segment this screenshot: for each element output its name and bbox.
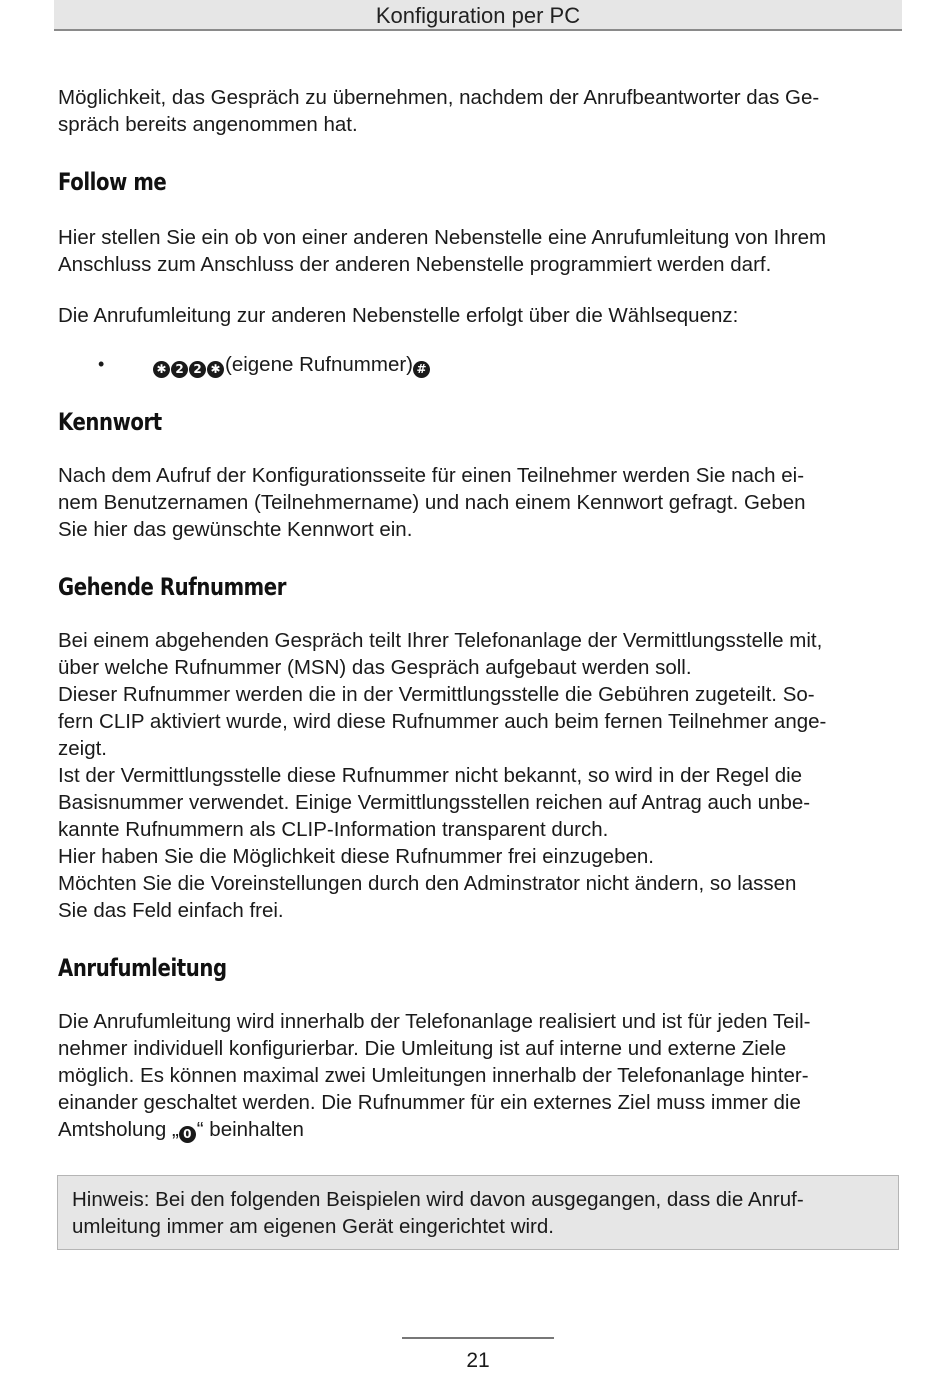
dial-sequence bbox=[153, 351, 431, 378]
star-key-icon: ✱ bbox=[207, 361, 224, 378]
text-line: fern CLIP aktiviert wurde, wird diese Rufnummer auch beim fernen Teilnehmer ange- bbox=[58, 710, 827, 733]
intro-paragraph bbox=[58, 84, 894, 138]
hash-key-icon: # bbox=[413, 361, 430, 378]
text-line: Sie das Feld einfach frei. bbox=[58, 899, 284, 922]
text-line: Anschluss zum Anschluss der anderen Nebenstelle programmiert werden darf. bbox=[58, 253, 772, 276]
note-box bbox=[57, 1175, 899, 1250]
text-line: Hier stellen Sie ein ob von einer anderen Nebenstelle eine Anrufumleitung von Ihrem bbox=[58, 226, 827, 249]
text-line: Hier haben Sie die Möglichkeit diese Rufnummer frei einzugeben. bbox=[58, 845, 654, 868]
digit-0-key-icon: 0 bbox=[179, 1126, 196, 1143]
page-number: 21 bbox=[466, 1349, 490, 1372]
sequence-text: (eigene Rufnummer) bbox=[225, 353, 413, 376]
note-line: Hinweis: Bei den folgenden Beispielen wird davon ausgegangen, dass die Anruf- bbox=[72, 1188, 804, 1211]
follow-me-sequence-intro: Die Anrufumleitung zur anderen Nebenstelle erfolgt über die Wählsequenz: bbox=[58, 304, 739, 327]
gehende-paragraph bbox=[58, 627, 894, 924]
digit-2-key-icon: 2 bbox=[171, 361, 188, 378]
text-line: Basisnummer verwendet. Einige Vermittlungsstellen reichen auf Antrag auch unbe- bbox=[58, 791, 811, 814]
heading-gehende-rufnummer: Gehende Rufnummer bbox=[58, 573, 286, 601]
page-header bbox=[54, 0, 902, 31]
sequence-bullet-item bbox=[58, 351, 894, 378]
text-line: zeigt. bbox=[58, 737, 107, 760]
text-line: Sie hier das gewünschte Kennwort ein. bbox=[58, 518, 413, 541]
page-content bbox=[58, 84, 894, 1143]
intro-line: Möglichkeit, das Gespräch zu übernehmen, nachdem der Anrufbeantworter das Ge- bbox=[58, 86, 820, 109]
heading-kennwort: Kennwort bbox=[58, 408, 162, 436]
text-fragment: “ beinhalten bbox=[196, 1118, 304, 1141]
text-line: Dieser Rufnummer werden die in der Vermittlungsstelle die Gebühren zugeteilt. So- bbox=[58, 683, 815, 706]
text-line: über welche Rufnummer (MSN) das Gespräch aufgebaut werden soll. bbox=[58, 656, 692, 679]
text-line: einander geschaltet werden. Die Rufnummer für ein externes Ziel muss immer die bbox=[58, 1091, 801, 1114]
heading-follow-me: Follow me bbox=[58, 168, 167, 196]
text-line: nem Benutzernamen (Teilnehmername) und nach einem Kennwort gefragt. Geben bbox=[58, 491, 806, 514]
follow-me-paragraph bbox=[58, 224, 894, 278]
anrufumleitung-paragraph bbox=[58, 1008, 894, 1143]
text-line: Die Anrufumleitung wird innerhalb der Telefonanlage realisiert und ist für jeden Teil- bbox=[58, 1010, 811, 1033]
text-line: Nach dem Aufruf der Konfigurationsseite für einen Teilnehmer werden Sie nach ei- bbox=[58, 464, 805, 487]
text-line: kannte Rufnummern als CLIP-Information transparent durch. bbox=[58, 818, 609, 841]
text-line: Möchten Sie die Voreinstellungen durch den Adminstrator nicht ändern, so lassen bbox=[58, 872, 797, 895]
footer-divider bbox=[402, 1337, 554, 1339]
digit-2-key-icon: 2 bbox=[189, 361, 206, 378]
bullet-icon: • bbox=[98, 354, 105, 374]
text-line: nehmer individuell konfigurierbar. Die Umleitung ist auf interne und externe Ziele bbox=[58, 1037, 787, 1060]
intro-line: spräch bereits angenommen hat. bbox=[58, 113, 358, 136]
heading-anrufumleitung: Anrufumleitung bbox=[58, 954, 227, 982]
star-key-icon: ✱ bbox=[153, 361, 170, 378]
text-line: möglich. Es können maximal zwei Umleitungen innerhalb der Telefonanlage hinter- bbox=[58, 1064, 809, 1087]
note-line: umleitung immer am eigenen Gerät eingerichtet wird. bbox=[72, 1215, 554, 1238]
kennwort-paragraph bbox=[58, 462, 894, 543]
text-line: Bei einem abgehenden Gespräch teilt Ihrer Telefonanlage der Vermittlungsstelle mit, bbox=[58, 629, 823, 652]
header-title: Konfiguration per PC bbox=[375, 3, 581, 28]
text-line: Ist der Vermittlungsstelle diese Rufnummer nicht bekannt, so wird in der Regel die bbox=[58, 764, 803, 787]
text-fragment: Amtsholung „ bbox=[58, 1118, 179, 1141]
